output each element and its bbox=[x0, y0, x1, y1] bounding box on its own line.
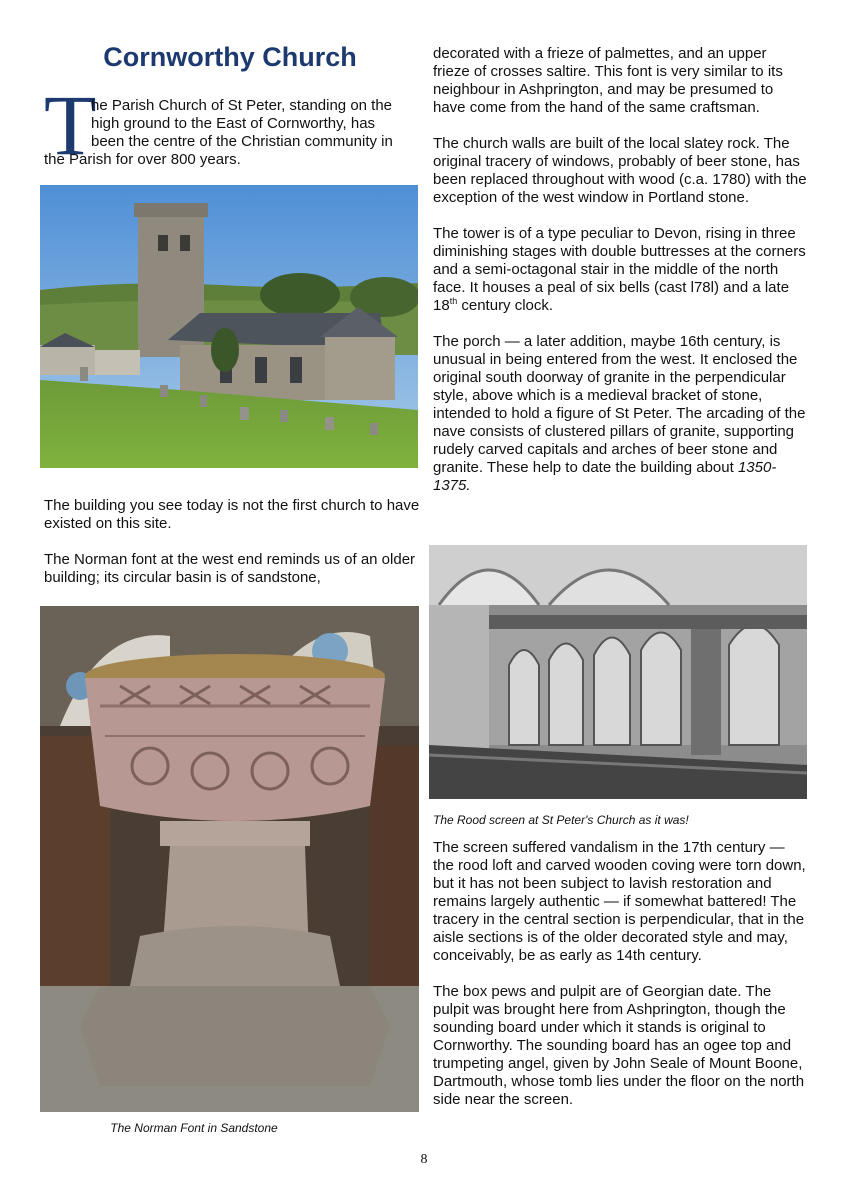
norman-font-photo bbox=[40, 606, 419, 1112]
superscript: th bbox=[449, 296, 458, 306]
paragraph bbox=[433, 225, 807, 315]
intro-line: high ground to the East of Cornworthy, has bbox=[91, 115, 376, 132]
paragraph-text: The tower is of a type peculiar to Devon, rising in three diminishing stages with double buttresses at the corners and a semi-octagonal stair in the middle of the north face. It houses a peal of six bells (cast l78l) and a late 18 bbox=[433, 225, 806, 314]
paragraph bbox=[433, 333, 807, 495]
page-title: Cornworthy Church bbox=[103, 42, 357, 72]
page-number: 8 bbox=[420, 1152, 428, 1167]
intro-line: been the centre of the Christian community in bbox=[91, 133, 393, 150]
paragraph-text: century clock. bbox=[457, 297, 554, 314]
rood-screen-photo bbox=[429, 545, 807, 799]
paragraph: The screen suffered vandalism in the 17th century — the rood loft and carved wooden coving were torn down, but it has not been subject to lavish restoration and remains largely authentic — if somewhat battered! The tracery in the central section is perpendicular, that in the aisle sections is of the older decorated style and may, conceivably, be as early as 14th century. bbox=[433, 839, 806, 964]
left-text-column bbox=[44, 497, 420, 605]
paragraph: The church walls are built of the local slatey rock. The original tracery of windows, probably of beer stone, has been replaced throughout with wood (c.a. 1780) with the exception of the west window in Portland stone. bbox=[433, 135, 807, 206]
paragraph: The box pews and pulpit are of Georgian date. The pulpit was brought here from Ashprington, though the sounding board under which it stands is original to Cornworthy. The sounding board has an ogee top and trumpeting angel, given by John Seale of Mount Boone, Dartmouth, whose tomb lies under the floor on the north side near the screen. bbox=[433, 983, 805, 1108]
paragraph: decorated with a frieze of palmettes, and an upper frieze of crosses saltire. This font is very similar to its neighbour in Ashprington, and may be presumed to have come from the hand of the same craftsman. bbox=[433, 45, 783, 116]
font-photo-caption: The Norman Font in Sandstone bbox=[110, 1121, 278, 1135]
right-text-column bbox=[433, 45, 807, 513]
paragraph-text: The porch — a later addition, maybe 16th century, is unusual in being entered from the west. It enclosed the original south doorway of granite in the perpendicular style, above which is a medieval bracket of stone, intended to hold a figure of St Peter. The arcading of the nave consists of clustered pillars of granite, supporting rudely carved capitals and arches of beer stone and granite. These help to date the building about bbox=[433, 333, 806, 476]
intro-line: he Parish Church of St Peter, standing on the bbox=[91, 97, 393, 114]
right-text-column-lower bbox=[433, 839, 807, 1127]
church-exterior-photo bbox=[40, 185, 418, 468]
paragraph: The building you see today is not the first church to have existed on this site. bbox=[44, 497, 420, 532]
paragraph: The Norman font at the west end reminds us of an older building; its circular basin is of sandstone, bbox=[44, 551, 416, 586]
intro-line: the Parish for over 800 years. bbox=[44, 151, 241, 168]
date-range: 1350-1375. bbox=[433, 459, 777, 494]
rood-screen-caption: The Rood screen at St Peter's Church as it was! bbox=[433, 813, 689, 827]
drop-cap: T bbox=[44, 77, 97, 173]
